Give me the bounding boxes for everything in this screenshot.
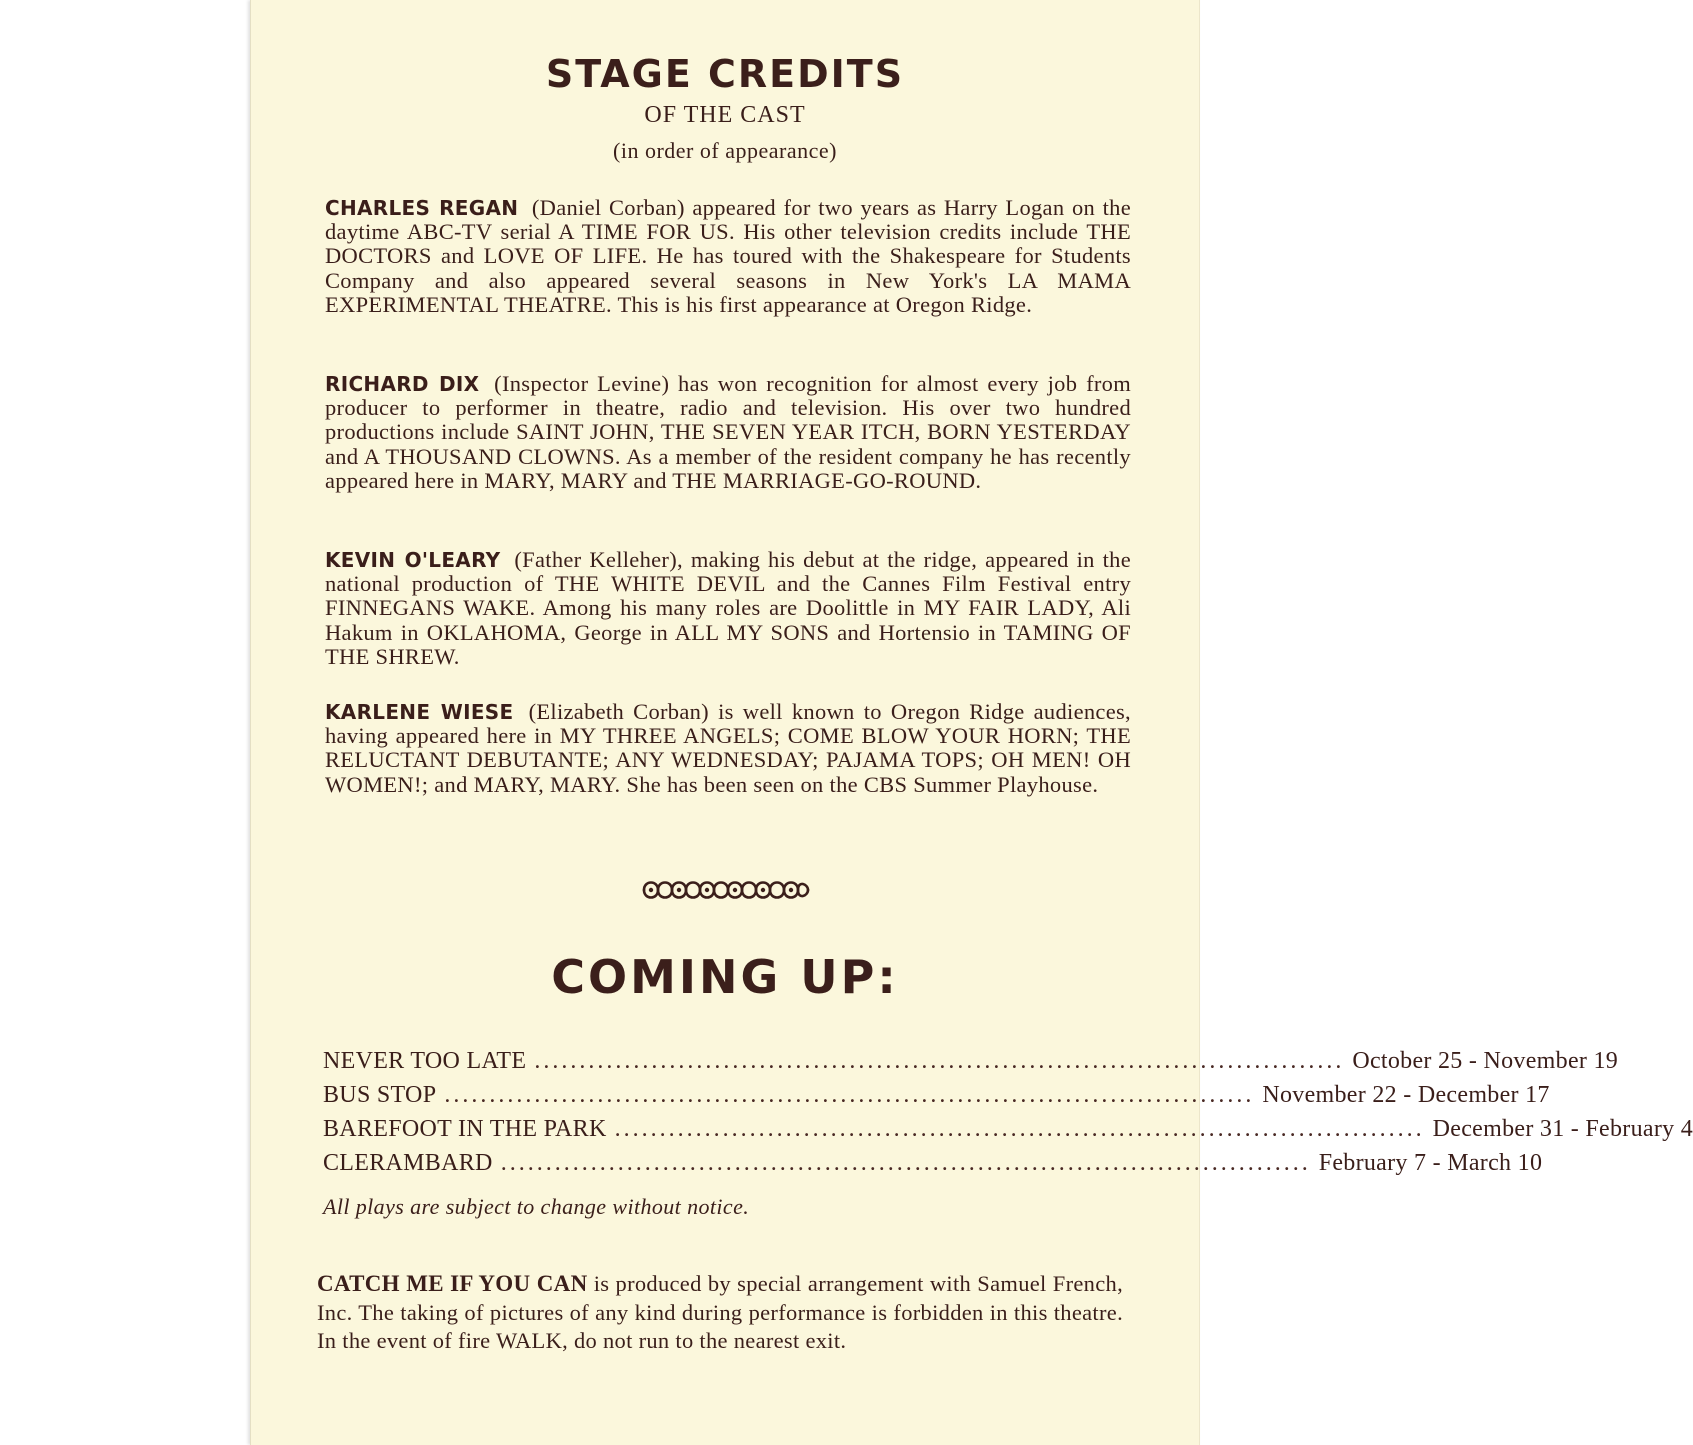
program-page: [250, 0, 1693, 1445]
bio-richard-dix: [325, 372, 1131, 493]
production-footer: [317, 1270, 1123, 1356]
bio-text: (Daniel Corban) appeared for two years as Harry Logan on the daytime ABC-TV serial A TIME FOR US. His other television credits include THE DOCTORS and LOVE OF LIFE. He has toured with the Shakespeare for Students Company and also appeared several seasons in New York's LA MAMA EXPERIMENTAL THEATRE. This is his first appearance at Oregon Ridge.: [325, 195, 1131, 317]
play-dates: November 22 - December 17: [1262, 1082, 1550, 1108]
play-title: BUS STOP: [323, 1082, 437, 1108]
bio-name: KARLENE WIESE: [325, 700, 514, 724]
play-title: BAREFOOT IN THE PARK: [323, 1116, 607, 1142]
cast-subtitle: OF THE CAST: [644, 102, 806, 128]
play-name: CATCH ME IF YOU CAN: [317, 1271, 588, 1296]
bio-charles-regan: [325, 196, 1131, 317]
bio-karlene-wiese: [325, 700, 1131, 797]
dot-leader: ..........................................................................................: [500, 1150, 1311, 1176]
footer-text: is produced by special arrangement with Samuel French, Inc. The taking of pictures of any kind during performance is forbidden in this theatre. In the event of fire WALK, do not run to the nearest exit.: [317, 1271, 1123, 1353]
appearance-order-note: (in order of appearance): [613, 138, 837, 163]
change-notice: All plays are subject to change without notice.: [323, 1194, 750, 1219]
schedule-list: [323, 1048, 1693, 1184]
bio-name: CHARLES REGAN: [325, 196, 519, 220]
bio-text: (Elizabeth Corban) is well known to Oregon Ridge audiences, having appeared here in MY THREE ANGELS; COME BLOW YOUR HORN; THE RELUCTANT DEBUTANTE; ANY WEDNESDAY; PAJAMA TOPS; OH MEN! OH WOMEN!; and MARY, MARY. She has been seen on the CBS Summer Playhouse.: [325, 699, 1131, 797]
bio-kevin-oleary: [325, 548, 1131, 669]
bio-name: KEVIN O'LEARY: [325, 548, 501, 572]
stage-credits-title: STAGE CREDITS: [545, 52, 905, 96]
dot-leader: ..........................................................................................: [444, 1082, 1255, 1108]
schedule-row: [323, 1048, 1619, 1082]
bio-name: RICHARD DIX: [325, 372, 480, 396]
play-title: CLERAMBARD: [323, 1150, 493, 1176]
schedule-row: [323, 1150, 1543, 1184]
schedule-row: [323, 1116, 1693, 1150]
play-dates: December 31 - February 4: [1432, 1116, 1693, 1142]
play-dates: October 25 - November 19: [1352, 1048, 1619, 1074]
schedule-row: [323, 1082, 1550, 1116]
play-title: NEVER TOO LATE: [323, 1048, 527, 1074]
coming-up-title: COMING UP:: [551, 950, 899, 1004]
dot-leader: ..........................................................................................: [614, 1116, 1425, 1142]
play-dates: February 7 - March 10: [1318, 1150, 1543, 1176]
bio-text: (Father Kelleher), making his debut at the ridge, appeared in the national production of THE WHITE DEVIL and the Cannes Film Festival entry FINNEGANS WAKE. Among his many roles are Doolittle in MY FAIR LADY, Ali Hakum in OKLAHOMA, George in ALL MY SONS and Hortensio in TAMING OF THE SHREW.: [325, 547, 1131, 669]
decorative-ornament-icon: [640, 876, 812, 904]
bio-text: (Inspector Levine) has won recognition for almost every job from producer to performer in theatre, radio and television. His over two hundred productions include SAINT JOHN, THE SEVEN YEAR ITCH, BORN YESTERDAY and A THOUSAND CLOWNS. As a member of the resident company he has recently appeared here in MARY, MARY and THE MARRIAGE-GO-ROUND.: [325, 371, 1132, 493]
dot-leader: ..........................................................................................: [534, 1048, 1345, 1074]
